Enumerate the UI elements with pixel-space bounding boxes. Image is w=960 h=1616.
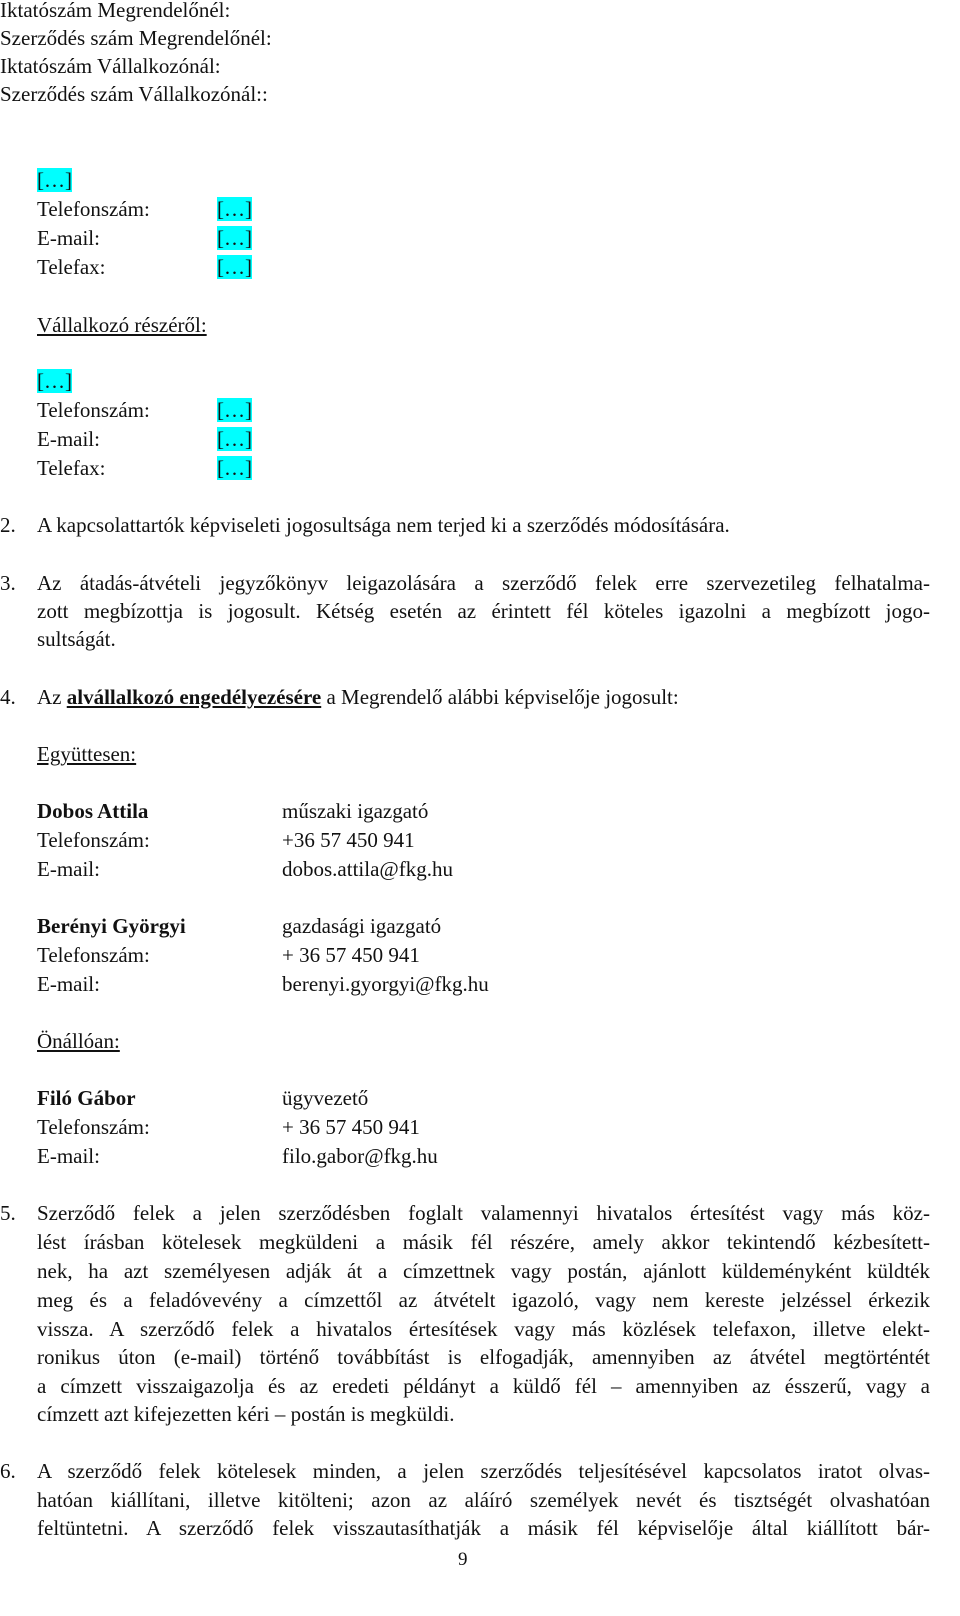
email-value-1: […] [217,226,252,250]
person-3-name: Filó Gábor [37,1086,136,1110]
person-2-email: berenyi.gyorgyi@fkg.hu [282,972,489,996]
item-5-line-3: nek, ha azt személyesen adják át a címzettnek vagy postán, ajánlott küldeményként küldték [37,1259,930,1283]
item-4-prefix: Az [37,685,62,709]
person-3-role: ügyvezető [282,1086,369,1110]
email-label-2: E-mail: [37,427,100,451]
phone-value-1: […] [217,197,252,221]
placeholder-name-1: […] [37,168,72,192]
person-1-email-label: E-mail: [37,857,100,881]
person-2-email-label: E-mail: [37,972,100,996]
fax-value-2: […] [217,456,252,480]
fax-value-1: […] [217,255,252,279]
person-2-role: gazdasági igazgató [282,914,442,938]
item-6-number: 6. [0,1459,16,1483]
item-4-suffix: a Megrendelő alábbi képviselője jogosult: [326,685,679,709]
placeholder-name-2: […] [37,369,72,393]
item-4-number: 4. [0,685,16,709]
item-3-number: 3. [0,571,16,595]
item-6-line-3: feltüntetni. A szerződő felek visszautasíthatják a másik fél képviselője által kiállított bár- [37,1516,930,1540]
phone-label-2: Telefonszám: [37,398,150,422]
header-line-4: Szerződés szám Vállalkozónál:: [0,82,268,106]
person-1-phone-label: Telefonszám: [37,828,150,852]
person-3-email: filo.gabor@fkg.hu [282,1144,438,1168]
together-heading: Együttesen: [37,742,137,766]
fax-label-1: Telefax: [37,255,106,279]
person-3-phone: + 36 57 450 941 [282,1115,420,1139]
item-5-line-5: vissza. A szerződő felek a hivatalos értesítések vagy más közlések telefaxon, illetve elekt- [37,1317,930,1341]
item-3-line-2: zott megbízottja is jogosult. Kétség esetén az érintett fél köteles igazolni a megbízott jogo- [37,599,930,623]
item-5-number: 5. [0,1201,16,1225]
contractor-heading: Vállalkozó részéről: [37,313,207,337]
person-1-email: dobos.attila@fkg.hu [282,857,453,881]
person-3-phone-label: Telefonszám: [37,1115,150,1139]
email-label-1: E-mail: [37,226,100,250]
person-1-phone: +36 57 450 941 [282,828,415,852]
alone-heading: Önállóan: [37,1029,120,1053]
item-5-line-7: a címzett visszaigazolja és az eredeti példányt a küldő fél – amennyiben az ésszerű, vagy a [37,1374,930,1398]
item-2-number: 2. [0,513,16,537]
item-3-line-1: Az átadás-átvételi jegyzőkönyv leigazolására a szerződő felek erre szervezetileg felhatalma- [37,571,930,595]
item-6-line-2: hatóan kiállítani, illetve kitölteni; azon az aláíró személyek nevét és tisztségét olvashatóan [37,1488,930,1512]
person-3-email-label: E-mail: [37,1144,100,1168]
fax-label-2: Telefax: [37,456,106,480]
header-line-2: Szerződés szám Megrendelőnél: [0,26,272,50]
person-2-phone: + 36 57 450 941 [282,943,420,967]
item-5-line-1: Szerződő felek a jelen szerződésben foglalt valamennyi hivatalos értesítést vagy más köz- [37,1201,930,1225]
person-1-name: Dobos Attila [37,799,149,823]
phone-value-2: […] [217,398,252,422]
person-2-phone-label: Telefonszám: [37,943,150,967]
item-2-text: A kapcsolattartók képviseleti jogosultsága nem terjed ki a szerződés módosítására. [37,513,730,537]
email-value-2: […] [217,427,252,451]
item-6-line-1: A szerződő felek kötelesek minden, a jelen szerződés teljesítésével kapcsolatos iratot olvas- [37,1459,930,1483]
header-line-1: Iktatószám Megrendelőnél: [0,0,231,22]
item-3-line-3: sultságát. [37,627,116,651]
person-2-name: Berényi Györgyi [37,914,186,938]
phone-label-1: Telefonszám: [37,197,150,221]
item-5-line-2: lést írásban kötelesek megküldeni a másik fél részére, amely akkor tekintendő kézbesített- [37,1230,930,1254]
item-5-line-8: címzett azt kifejezetten kéri – postán is megküldi. [37,1402,455,1426]
item-4-text [37,683,679,711]
page-number: 9 [458,1549,468,1570]
item-5-line-6: ronikus úton (e-mail) történő továbbítást is elfogadják, amennyiben az átvétel megtörténtét [37,1345,930,1369]
person-1-role: műszaki igazgató [282,799,429,823]
item-4-bold: alvállalkozó engedélyezésére [66,685,322,709]
item-5-line-4: meg és a feladóvevény a címzettől az átvételt igazoló, vagy nem kereste jelzéssel érkezik [37,1288,930,1312]
header-line-3: Iktatószám Vállalkozónál: [0,54,221,78]
